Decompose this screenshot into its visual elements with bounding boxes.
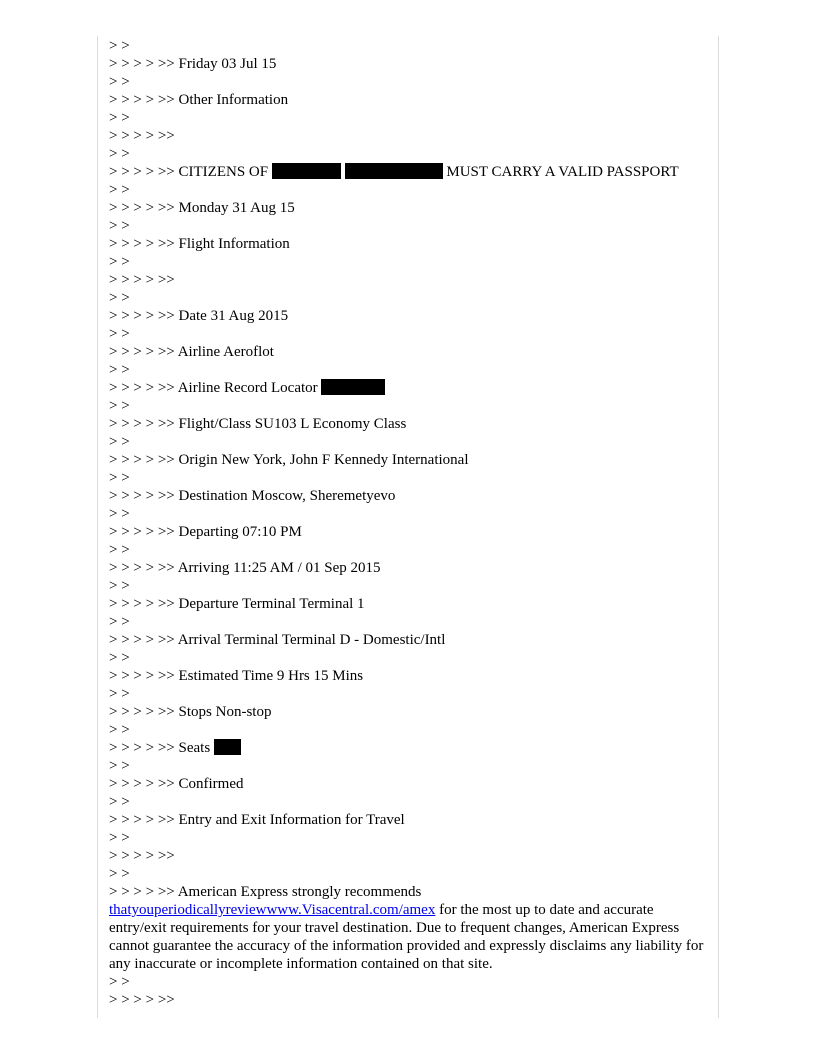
- quote-prefix: > > > > >>: [109, 200, 175, 216]
- recommendation-text: American Express strongly recommends: [177, 884, 422, 900]
- quote-prefix: > >: [109, 38, 130, 54]
- flight-destination: [109, 487, 713, 505]
- redaction-box: [214, 739, 241, 755]
- quote-prefix: > > > > >>: [109, 272, 175, 288]
- quote-line: [109, 217, 713, 235]
- quote-prefix: > >: [109, 974, 130, 990]
- passport-notice: [109, 163, 713, 181]
- quote-prefix: > > > > >>: [109, 740, 175, 756]
- field-text: Destination Moscow, Sheremetyevo: [178, 488, 396, 504]
- field-text: Date 31 Aug 2015: [178, 308, 289, 324]
- flight-arrival-terminal: [109, 631, 713, 649]
- notice-text: MUST CARRY A VALID PASSPORT: [446, 164, 679, 180]
- quote-prefix: > > > > >>: [109, 884, 175, 900]
- flight-date: [109, 307, 713, 325]
- redaction-box: [321, 379, 385, 395]
- quote-line: [109, 847, 713, 865]
- email-body: [109, 37, 713, 1009]
- notice-text: CITIZENS OF: [178, 164, 269, 180]
- quote-prefix: > >: [109, 866, 130, 882]
- recommendation-text: for the most up to date and accurate entry/exit requirements for your travel destination. Due to frequent changes, American Express cannot guarantee the accuracy of the information provided and expressly disclaims any liability for any inaccurate or incomplete information contained on that site.: [109, 902, 704, 972]
- quote-prefix: > >: [109, 110, 130, 126]
- quote-prefix: > > > > >>: [109, 128, 175, 144]
- flight-stops: [109, 703, 713, 721]
- quote-prefix: > >: [109, 470, 130, 486]
- quote-prefix: > > > > >>: [109, 776, 175, 792]
- flight-class: [109, 415, 713, 433]
- field-text: Airline Aeroflot: [177, 344, 274, 360]
- quote-prefix: > >: [109, 506, 130, 522]
- flight-arriving: [109, 559, 713, 577]
- quote-prefix: > >: [109, 362, 130, 378]
- section-heading: Flight Information: [178, 236, 290, 252]
- field-text: Origin New York, John F Kennedy International: [178, 452, 469, 468]
- quote-prefix: > > > > >>: [109, 416, 175, 432]
- quote-prefix: > > > > >>: [109, 596, 175, 612]
- quote-line: [109, 109, 713, 127]
- section-other-information: [109, 91, 713, 109]
- flight-origin: [109, 451, 713, 469]
- quote-line: [109, 973, 713, 991]
- quote-line: [109, 577, 713, 595]
- quote-line: [109, 253, 713, 271]
- quote-prefix: > >: [109, 146, 130, 162]
- email-page: [97, 36, 719, 1018]
- quote-line: [109, 181, 713, 199]
- flight-seats: [109, 739, 713, 757]
- quote-prefix: > >: [109, 794, 130, 810]
- quote-line: [109, 73, 713, 91]
- visacentral-link[interactable]: thatyouperiodicallyreviewwww.Visacentral.com/amex: [109, 902, 436, 918]
- quote-line: [109, 721, 713, 739]
- quote-line: [109, 397, 713, 415]
- quote-line: [109, 469, 713, 487]
- date-line-aug: [109, 199, 713, 217]
- quote-prefix: > > > > >>: [109, 992, 175, 1008]
- field-text: Arriving 11:25 AM / 01 Sep 2015: [177, 560, 381, 576]
- flight-departing: [109, 523, 713, 541]
- field-text: Seats: [178, 740, 211, 756]
- quote-prefix: > >: [109, 614, 130, 630]
- quote-prefix: > > > > >>: [109, 632, 175, 648]
- travel-date: Friday 03 Jul 15: [178, 56, 277, 72]
- quote-prefix: > > > > >>: [109, 524, 175, 540]
- quote-prefix: > >: [109, 650, 130, 666]
- quote-prefix: > >: [109, 830, 130, 846]
- field-text: Flight/Class SU103 L Economy Class: [178, 416, 407, 432]
- date-line-jul: [109, 55, 713, 73]
- field-text: Departing 07:10 PM: [178, 524, 302, 540]
- quote-prefix: > > > > >>: [109, 344, 175, 360]
- redaction-box: [272, 163, 341, 179]
- quote-line: [109, 271, 713, 289]
- quote-prefix: > >: [109, 578, 130, 594]
- quote-line: [109, 865, 713, 883]
- quote-line: [109, 793, 713, 811]
- quote-line: [109, 991, 713, 1009]
- quote-prefix: > > > > >>: [109, 236, 175, 252]
- section-entry-exit: [109, 811, 713, 829]
- quote-line: [109, 685, 713, 703]
- quote-prefix: > >: [109, 326, 130, 342]
- quote-prefix: > >: [109, 434, 130, 450]
- field-text: Confirmed: [178, 776, 244, 792]
- quote-prefix: > >: [109, 290, 130, 306]
- quote-prefix: > > > > >>: [109, 308, 175, 324]
- quote-prefix: > > > > >>: [109, 668, 175, 684]
- flight-record-locator: [109, 379, 713, 397]
- quote-line: [109, 541, 713, 559]
- quote-line: [109, 127, 713, 145]
- quote-prefix: > >: [109, 182, 130, 198]
- quote-prefix: > >: [109, 254, 130, 270]
- quote-line: [109, 757, 713, 775]
- quote-prefix: > > > > >>: [109, 92, 175, 108]
- quote-line: [109, 649, 713, 667]
- section-heading: Entry and Exit Information for Travel: [178, 812, 405, 828]
- section-flight-information: [109, 235, 713, 253]
- amex-recommendation-body: [109, 901, 713, 973]
- quote-prefix: > > > > >>: [109, 812, 175, 828]
- amex-recommendation-intro: [109, 883, 713, 901]
- redaction-box: [345, 163, 443, 179]
- quote-line: [109, 361, 713, 379]
- quote-line: [109, 325, 713, 343]
- quote-line: [109, 433, 713, 451]
- quote-line: [109, 829, 713, 847]
- quote-prefix: > > > > >>: [109, 56, 175, 72]
- flight-departure-terminal: [109, 595, 713, 613]
- quote-line: [109, 505, 713, 523]
- quote-line: [109, 613, 713, 631]
- quote-prefix: > > > > >>: [109, 704, 175, 720]
- quote-line: [109, 37, 713, 55]
- quote-prefix: > >: [109, 74, 130, 90]
- quote-prefix: > > > > >>: [109, 452, 175, 468]
- quote-prefix: > >: [109, 398, 130, 414]
- quote-prefix: > >: [109, 542, 130, 558]
- travel-date: Monday 31 Aug 15: [178, 200, 295, 216]
- quote-prefix: > > > > >>: [109, 380, 175, 396]
- field-text: Estimated Time 9 Hrs 15 Mins: [178, 668, 364, 684]
- quote-line: [109, 145, 713, 163]
- field-text: Airline Record Locator: [177, 380, 318, 396]
- quote-prefix: > > > > >>: [109, 848, 175, 864]
- quote-line: [109, 289, 713, 307]
- quote-prefix: > > > > >>: [109, 164, 175, 180]
- quote-prefix: > > > > >>: [109, 560, 175, 576]
- quote-prefix: > >: [109, 686, 130, 702]
- quote-prefix: > > > > >>: [109, 488, 175, 504]
- quote-prefix: > >: [109, 758, 130, 774]
- field-text: Stops Non-stop: [178, 704, 272, 720]
- flight-estimated-time: [109, 667, 713, 685]
- flight-status: [109, 775, 713, 793]
- field-text: Departure Terminal Terminal 1: [178, 596, 365, 612]
- quote-prefix: > >: [109, 722, 130, 738]
- field-text: Arrival Terminal Terminal D - Domestic/Intl: [177, 632, 446, 648]
- quote-prefix: > >: [109, 218, 130, 234]
- section-heading: Other Information: [178, 92, 289, 108]
- flight-airline: [109, 343, 713, 361]
